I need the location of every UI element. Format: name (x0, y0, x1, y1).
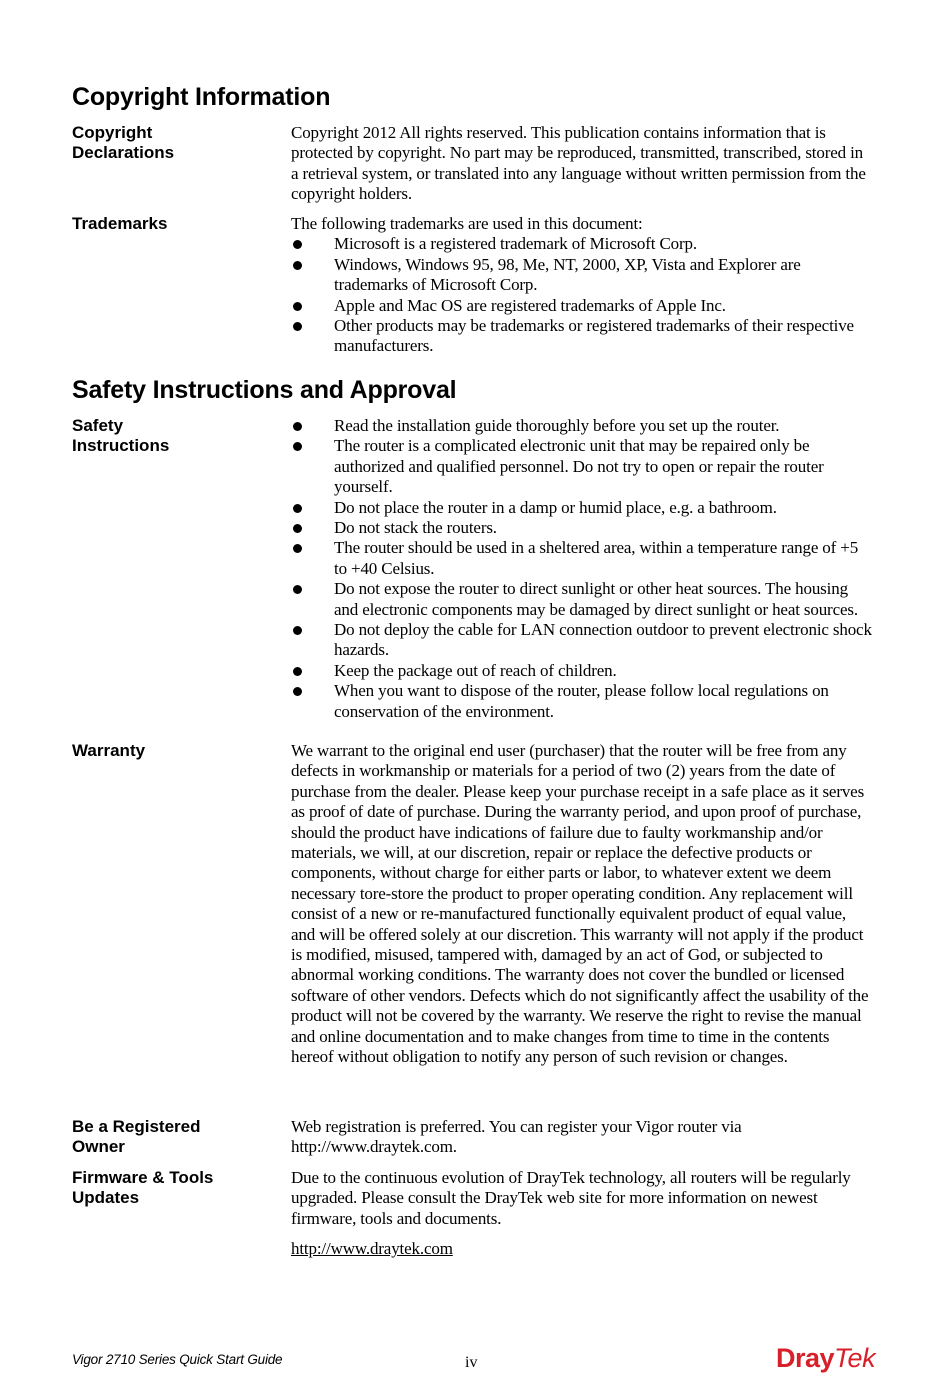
paragraph: Copyright 2012 All rights reserved. This publication contains information that is protected by copyright. No part may be reproduced, transmitted, transcribed, stored in a retrieval system, or translated into any language without written permission from the copyright holders. (291, 123, 866, 204)
trademarks-row (72, 214, 872, 357)
label-line: Be a Registered (72, 1117, 201, 1136)
list-item: Windows, Windows 95, 98, Me, NT, 2000, XP, Vista and Explorer are trademarks of Microsoft Corp. (291, 255, 872, 296)
logo-part-dray: Dray (776, 1343, 835, 1373)
list-item: When you want to dispose of the router, please follow local regulations on conservation of the environment. (291, 681, 872, 722)
section-title-safety: Safety Instructions and Approval (72, 376, 457, 404)
safety-instructions-content (291, 416, 872, 722)
warranty-content (291, 741, 872, 1068)
draytek-website-link[interactable]: http://www.draytek.com (291, 1239, 453, 1259)
list-item: The router should be used in a sheltered area, within a temperature range of +5 to +40 Celsius. (291, 538, 872, 579)
paragraph: We warrant to the original end user (purchaser) that the router will be free from any defects in workmanship or materials for a period of two (2) years from the date of purchase from the dealer. Please keep your purchase receipt in a safe place as it serves as proof of date of purchase. During the warranty period, and upon proof of purchase, should the product have indications of failure due to faulty workmanship and/or materials, we will, at our discretion, repair or replace the defective products or components, without charge for either parts or labor, to whatever extent we deem necessary tore-store the product to proper operating condition. Any replacement will consist of a new or re-manufactured functionally equivalent product of equal value, and will be offered solely at our discretion. This warranty will not apply if the product is modified, misused, tampered with, damaged by an act of God, or subjected to abnormal working conditions. The warranty does not cover the bundled or licensed software of other vendors. Defects which do not significantly affect the usability of the product will not be covered by the warranty. We reserve the right to revise the manual and online documentation and to make changes from time to time in the contents hereof without obligation to notify any person of such revision or changes. (291, 741, 869, 1067)
firmware-row (72, 1168, 872, 1260)
firmware-label (72, 1168, 291, 1260)
list-item: Do not deploy the cable for LAN connection outdoor to prevent electronic shock hazards. (291, 620, 872, 661)
draytek-logo (776, 1343, 875, 1374)
list-item: The router is a complicated electronic unit that may be repaired only be authorized and qualified personnel. Do not try to open or repair the router yourself. (291, 436, 872, 497)
paragraph: Web registration is preferred. You can register your Vigor router via http://www.draytek.com. (291, 1117, 742, 1157)
registered-owner-content (291, 1117, 872, 1158)
safety-instructions-list (291, 416, 872, 722)
trademarks-intro: The following trademarks are used in this document: (291, 214, 643, 233)
footer-page-number: iv (465, 1354, 478, 1371)
safety-instructions-row (72, 416, 872, 722)
list-item: Apple and Mac OS are registered trademarks of Apple Inc. (291, 296, 872, 316)
footer-guide-title: Vigor 2710 Series Quick Start Guide (72, 1352, 283, 1367)
list-item: Read the installation guide thoroughly before you set up the router. (291, 416, 872, 436)
copyright-declarations-label (72, 123, 291, 205)
label-line: Updates (72, 1188, 140, 1208)
registered-owner-label (72, 1117, 291, 1158)
warranty-label: Warranty (72, 741, 146, 760)
list-item: Do not stack the routers. (291, 518, 872, 538)
list-item: Do not expose the router to direct sunlight or other heat sources. The housing and electronic components may be damaged by direct sunlight or heat sources. (291, 579, 872, 620)
registered-owner-row (72, 1117, 872, 1158)
copyright-declarations-row (72, 123, 872, 205)
trademarks-label: Trademarks (72, 214, 168, 233)
firmware-content (291, 1168, 872, 1260)
logo-part-tek: Tek (834, 1343, 876, 1373)
label-line: Declarations (72, 143, 175, 163)
list-item: Keep the package out of reach of children. (291, 661, 872, 681)
warranty-row (72, 741, 872, 1068)
trademarks-list (291, 234, 872, 356)
label-line: Copyright (72, 123, 153, 142)
section-title-copyright: Copyright Information (72, 83, 331, 111)
label-line: Firmware & Tools (72, 1168, 214, 1187)
list-item: Do not place the router in a damp or humid place, e.g. a bathroom. (291, 498, 872, 518)
paragraph: Due to the continuous evolution of DrayTek technology, all routers will be regularly upgraded. Please consult the DrayTek web site for more information on newest firmware, tools and documents. (291, 1168, 851, 1228)
trademarks-content (291, 214, 872, 357)
list-item: Other products may be trademarks or registered trademarks of their respective manufacturers. (291, 316, 872, 357)
label-line: Instructions (72, 436, 170, 456)
label-line: Owner (72, 1137, 125, 1157)
list-item: Microsoft is a registered trademark of Microsoft Corp. (291, 234, 872, 254)
label-line: Safety (72, 416, 124, 435)
copyright-declarations-text (291, 123, 872, 205)
safety-instructions-label (72, 416, 291, 722)
